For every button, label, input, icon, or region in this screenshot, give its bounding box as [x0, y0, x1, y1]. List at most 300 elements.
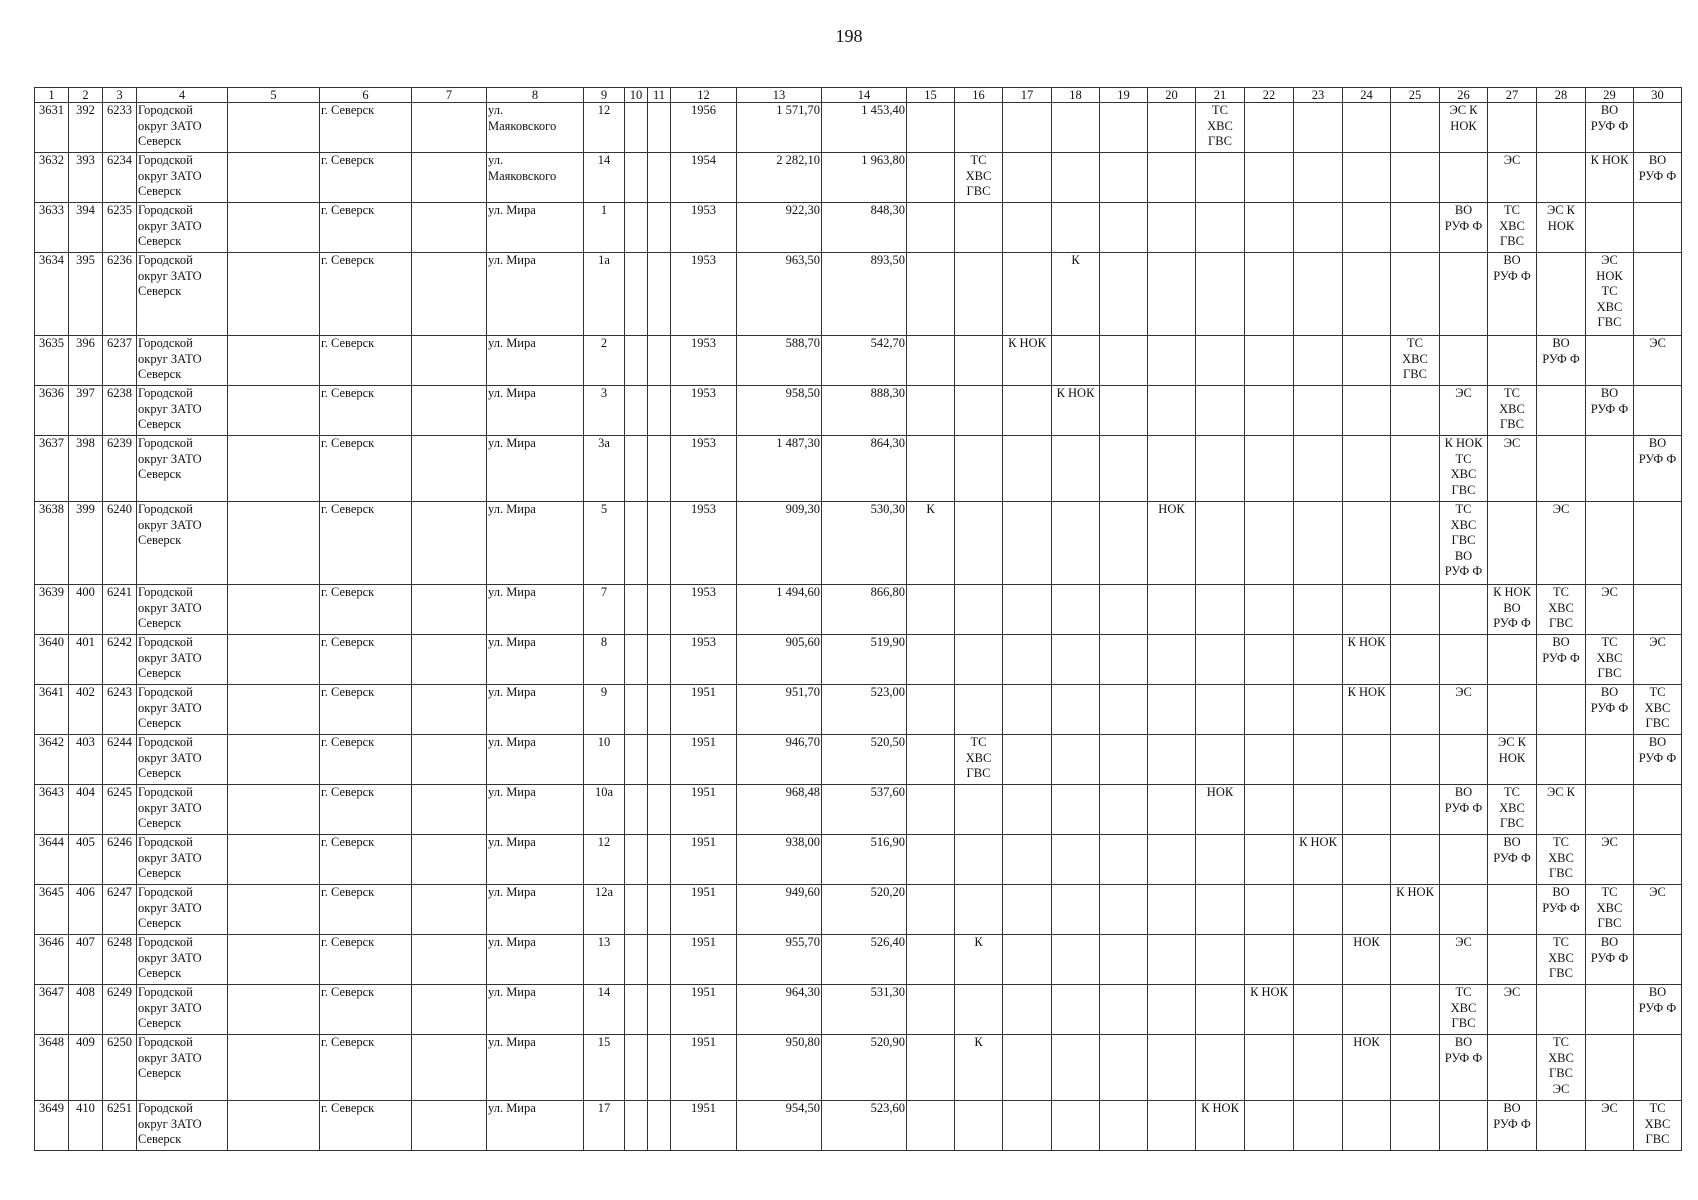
table-cell: К НОК ВО РУФ Ф [1488, 585, 1537, 635]
table-cell [648, 502, 671, 585]
table-cell: г. Северск [320, 635, 412, 685]
table-cell: 15 [584, 1035, 625, 1101]
table-cell: 922,30 [737, 203, 822, 253]
table-cell [228, 386, 320, 436]
table-cell: 6233 [103, 103, 137, 153]
table-cell: Городской округ ЗАТО Северск [137, 1101, 228, 1151]
table-cell: 12 [584, 835, 625, 885]
table-cell [1196, 735, 1245, 785]
table-cell: 409 [69, 1035, 103, 1101]
table-cell [1294, 885, 1343, 935]
table-cell: 7 [584, 585, 625, 635]
table-cell: ТС ХВС ГВС [1586, 885, 1634, 935]
table-cell: 3а [584, 436, 625, 502]
table-cell [1245, 685, 1294, 735]
table-cell [1245, 585, 1294, 635]
table-cell [1343, 336, 1391, 386]
table-cell: г. Северск [320, 935, 412, 985]
table-cell [1391, 635, 1440, 685]
table-cell: 3638 [35, 502, 69, 585]
table-cell: 946,70 [737, 735, 822, 785]
table-cell: г. Северск [320, 1035, 412, 1101]
table-cell [412, 635, 487, 685]
table-cell: 392 [69, 103, 103, 153]
table-cell: 3648 [35, 1035, 69, 1101]
table-cell: 888,30 [822, 386, 907, 436]
table-cell [1294, 935, 1343, 985]
table-cell [412, 336, 487, 386]
table-cell [955, 835, 1003, 885]
table-cell [1196, 685, 1245, 735]
table-cell [412, 203, 487, 253]
table-cell [955, 985, 1003, 1035]
column-header-27: 27 [1488, 88, 1537, 103]
table-cell [1586, 735, 1634, 785]
table-cell [955, 585, 1003, 635]
table-row [35, 103, 1682, 153]
table-cell: 6235 [103, 203, 137, 253]
table-cell: ТС ХВС ГВС [1537, 935, 1586, 985]
table-cell [907, 386, 955, 436]
table-cell [1391, 685, 1440, 735]
table-cell: Городской округ ЗАТО Северск [137, 585, 228, 635]
table-cell: 3635 [35, 336, 69, 386]
table-cell [1391, 502, 1440, 585]
table-cell [955, 436, 1003, 502]
table-cell [907, 835, 955, 885]
table-cell: ВО РУФ Ф [1634, 436, 1682, 502]
page-number: 198 [835, 26, 863, 46]
table-cell [1440, 735, 1488, 785]
table-cell [648, 253, 671, 336]
table-cell [1052, 585, 1100, 635]
table-cell [1343, 585, 1391, 635]
table-cell [1100, 935, 1148, 985]
table-cell [1052, 1035, 1100, 1101]
table-cell: ул. Мира [487, 735, 584, 785]
table-cell: г. Северск [320, 103, 412, 153]
table-cell: ЭС К НОК [1488, 735, 1537, 785]
table-cell [1100, 1035, 1148, 1101]
table-cell [1343, 253, 1391, 336]
table-cell: ул. Мира [487, 635, 584, 685]
table-cell [1100, 735, 1148, 785]
table-cell: ВО РУФ Ф [1586, 685, 1634, 735]
table-cell: 1 453,40 [822, 103, 907, 153]
table-cell [625, 835, 648, 885]
table-cell [1586, 203, 1634, 253]
table-cell [625, 785, 648, 835]
table-cell [1294, 735, 1343, 785]
table-cell [907, 1035, 955, 1101]
table-body [35, 103, 1682, 1151]
table-cell [228, 1101, 320, 1151]
table-cell: 3634 [35, 253, 69, 336]
table-cell: ул. Мира [487, 203, 584, 253]
table-cell [1245, 935, 1294, 985]
table-cell [1586, 1035, 1634, 1101]
table-cell: 13 [584, 935, 625, 985]
table-cell: ул. Мира [487, 502, 584, 585]
table-cell: 6249 [103, 985, 137, 1035]
table-cell [1440, 336, 1488, 386]
table-cell [412, 735, 487, 785]
table-row [35, 885, 1682, 935]
table-cell: Городской округ ЗАТО Северск [137, 735, 228, 785]
table-cell [1052, 985, 1100, 1035]
table-cell [1634, 935, 1682, 985]
table-cell: Городской округ ЗАТО Северск [137, 835, 228, 885]
table-cell: 404 [69, 785, 103, 835]
table-cell [1003, 502, 1052, 585]
table-cell: Городской округ ЗАТО Северск [137, 153, 228, 203]
table-cell [1003, 1035, 1052, 1101]
table-cell: 1 571,70 [737, 103, 822, 153]
table-cell: ЭС [1586, 835, 1634, 885]
table-cell: 2 282,10 [737, 153, 822, 203]
table-cell [1440, 635, 1488, 685]
table-cell [1537, 735, 1586, 785]
table-cell [1100, 585, 1148, 635]
table-cell: ТС ХВС ГВС ВО РУФ Ф [1440, 502, 1488, 585]
table-cell: Городской округ ЗАТО Северск [137, 436, 228, 502]
table-cell: 950,80 [737, 1035, 822, 1101]
table-cell: ТС ХВС ГВС [1488, 785, 1537, 835]
column-header-2: 2 [69, 88, 103, 103]
table-cell [648, 203, 671, 253]
table-cell: 3645 [35, 885, 69, 935]
table-cell [228, 935, 320, 985]
table-cell: 531,30 [822, 985, 907, 1035]
table-cell: 1951 [671, 985, 737, 1035]
column-header-20: 20 [1148, 88, 1196, 103]
table-row [35, 985, 1682, 1035]
table-cell: 405 [69, 835, 103, 885]
table-cell: 14 [584, 985, 625, 1035]
table-cell [907, 203, 955, 253]
table-cell [1245, 336, 1294, 386]
table-cell: 1951 [671, 935, 737, 985]
column-header-26: 26 [1440, 88, 1488, 103]
table-cell: 2 [584, 336, 625, 386]
table-row [35, 203, 1682, 253]
table-cell [1294, 103, 1343, 153]
table-cell [1003, 103, 1052, 153]
table-cell [412, 386, 487, 436]
table-cell [412, 885, 487, 935]
table-cell [625, 253, 648, 336]
table-cell: 8 [584, 635, 625, 685]
table-cell [1634, 785, 1682, 835]
table-cell: НОК [1343, 1035, 1391, 1101]
table-cell [1052, 502, 1100, 585]
table-cell [1245, 835, 1294, 885]
table-cell [1391, 935, 1440, 985]
table-cell: 542,70 [822, 336, 907, 386]
table-cell [1196, 153, 1245, 203]
table-cell [412, 785, 487, 835]
table-cell [1391, 203, 1440, 253]
table-cell: 12 [584, 103, 625, 153]
table-cell [1052, 436, 1100, 502]
table-cell [1196, 436, 1245, 502]
table-cell: 520,20 [822, 885, 907, 935]
table-cell [955, 203, 1003, 253]
table-cell [1343, 436, 1391, 502]
table-cell [907, 885, 955, 935]
table-cell [1100, 885, 1148, 935]
table-cell: 396 [69, 336, 103, 386]
table-cell: 1951 [671, 835, 737, 885]
table-cell: К НОК [1343, 635, 1391, 685]
table-cell [907, 935, 955, 985]
table-cell: 3649 [35, 1101, 69, 1151]
table-cell: 6248 [103, 935, 137, 985]
table-cell: Городской округ ЗАТО Северск [137, 253, 228, 336]
table-cell [1586, 502, 1634, 585]
table-cell: 1951 [671, 735, 737, 785]
table-cell: 1956 [671, 103, 737, 153]
table-cell: 3646 [35, 935, 69, 985]
table-cell [907, 585, 955, 635]
table-row [35, 635, 1682, 685]
table-cell [1148, 436, 1196, 502]
table-cell: 6240 [103, 502, 137, 585]
table-cell [1148, 935, 1196, 985]
table-cell: ул. Мира [487, 935, 584, 985]
table-cell [648, 103, 671, 153]
table-cell [1196, 885, 1245, 935]
table-cell: ул. Мира [487, 985, 584, 1035]
table-cell [1537, 153, 1586, 203]
table-cell [1148, 336, 1196, 386]
table-cell [1148, 203, 1196, 253]
table-cell: ВО РУФ Ф [1634, 735, 1682, 785]
table-cell [228, 502, 320, 585]
table-cell: Городской округ ЗАТО Северск [137, 203, 228, 253]
table-row [35, 935, 1682, 985]
table-cell [1488, 885, 1537, 935]
table-cell: ВО РУФ Ф [1488, 253, 1537, 336]
table-cell: Городской округ ЗАТО Северск [137, 336, 228, 386]
table-cell [1488, 336, 1537, 386]
table-cell [1003, 735, 1052, 785]
table-cell: Городской округ ЗАТО Северск [137, 785, 228, 835]
header-row [35, 88, 1682, 103]
table-cell: ВО РУФ Ф [1586, 386, 1634, 436]
table-cell: ул. Мира [487, 835, 584, 885]
table-cell [1586, 785, 1634, 835]
table-cell [1245, 1035, 1294, 1101]
table-cell: К НОК [1343, 685, 1391, 735]
table-cell: ЭС [1634, 336, 1682, 386]
table-cell: 407 [69, 935, 103, 985]
table-cell [1391, 735, 1440, 785]
table-cell [1343, 502, 1391, 585]
table-cell: К НОК ТС ХВС ГВС [1440, 436, 1488, 502]
table-cell [1440, 1101, 1488, 1151]
table-cell [648, 885, 671, 935]
table-cell [1537, 103, 1586, 153]
table-cell: 1953 [671, 502, 737, 585]
table-cell [1488, 935, 1537, 985]
table-cell [1245, 203, 1294, 253]
table-cell [1100, 203, 1148, 253]
table-cell: 1953 [671, 253, 737, 336]
table-cell [1294, 336, 1343, 386]
table-cell: ТС ХВС ГВС [1537, 585, 1586, 635]
table-cell [1148, 585, 1196, 635]
table-cell: ул. Мира [487, 386, 584, 436]
table-cell: 3644 [35, 835, 69, 885]
table-cell: 3 [584, 386, 625, 436]
table-cell [1537, 253, 1586, 336]
table-cell: Городской округ ЗАТО Северск [137, 885, 228, 935]
table-cell: ЭС [1488, 985, 1537, 1035]
table-cell [412, 436, 487, 502]
register-table [34, 87, 1682, 1151]
column-header-17: 17 [1003, 88, 1052, 103]
table-cell: 402 [69, 685, 103, 735]
table-cell [1294, 985, 1343, 1035]
table-cell [648, 685, 671, 735]
table-cell: К НОК [1196, 1101, 1245, 1151]
column-header-22: 22 [1245, 88, 1294, 103]
table-cell: ТС ХВС ГВС [1634, 685, 1682, 735]
table-cell [648, 153, 671, 203]
table-cell [1148, 1035, 1196, 1101]
table-cell [1052, 885, 1100, 935]
table-cell [1343, 835, 1391, 885]
table-cell [955, 785, 1003, 835]
table-cell: Городской округ ЗАТО Северск [137, 1035, 228, 1101]
table-cell [1294, 502, 1343, 585]
table-cell: ВО РУФ Ф [1488, 1101, 1537, 1151]
table-cell [1391, 835, 1440, 885]
table-cell [1537, 386, 1586, 436]
table-cell: 1953 [671, 203, 737, 253]
table-cell [1003, 835, 1052, 885]
table-cell: 6236 [103, 253, 137, 336]
table-cell [1488, 103, 1537, 153]
table-cell: Городской округ ЗАТО Северск [137, 386, 228, 436]
table-cell [648, 985, 671, 1035]
table-cell [412, 153, 487, 203]
table-cell [1294, 685, 1343, 735]
table-cell [907, 253, 955, 336]
table-cell [1391, 985, 1440, 1035]
table-cell: г. Северск [320, 153, 412, 203]
table-cell: Городской округ ЗАТО Северск [137, 635, 228, 685]
table-cell: ТС ХВС ГВС [1586, 635, 1634, 685]
table-cell: г. Северск [320, 502, 412, 585]
table-cell [1052, 635, 1100, 685]
table-cell: 588,70 [737, 336, 822, 386]
table-cell: г. Северск [320, 585, 412, 635]
table-cell [955, 336, 1003, 386]
table-cell [648, 635, 671, 685]
table-cell [1196, 835, 1245, 885]
table-cell: 3631 [35, 103, 69, 153]
table-cell [1488, 635, 1537, 685]
table-cell: К НОК [1245, 985, 1294, 1035]
table-cell: Городской округ ЗАТО Северск [137, 985, 228, 1035]
table-cell [1440, 153, 1488, 203]
table-cell [1634, 835, 1682, 885]
table-cell: 6245 [103, 785, 137, 835]
table-cell: ЭС НОК ТС ХВС ГВС [1586, 253, 1634, 336]
table-cell [625, 935, 648, 985]
table-cell: 410 [69, 1101, 103, 1151]
table-cell [228, 685, 320, 735]
table-cell: 401 [69, 635, 103, 685]
table-cell [1586, 985, 1634, 1035]
table-cell [1245, 1101, 1294, 1151]
table-cell: 3632 [35, 153, 69, 203]
table-cell [1196, 253, 1245, 336]
table-cell [907, 635, 955, 685]
column-header-18: 18 [1052, 88, 1100, 103]
table-cell [1294, 253, 1343, 336]
table-cell: ул. Мира [487, 436, 584, 502]
column-header-3: 3 [103, 88, 137, 103]
table-cell [1100, 336, 1148, 386]
table-cell: 14 [584, 153, 625, 203]
table-cell [1052, 785, 1100, 835]
table-cell [228, 103, 320, 153]
table-cell [1294, 1035, 1343, 1101]
table-cell: 6234 [103, 153, 137, 203]
table-cell: ТС ХВС ГВС [955, 153, 1003, 203]
table-cell [1100, 685, 1148, 735]
table-cell: ул. Мира [487, 585, 584, 635]
table-cell: г. Северск [320, 203, 412, 253]
table-cell: г. Северск [320, 386, 412, 436]
table-cell: НОК [1148, 502, 1196, 585]
table-cell [1634, 253, 1682, 336]
table-cell: 1 [584, 203, 625, 253]
table-cell: 1951 [671, 785, 737, 835]
table-cell: НОК [1196, 785, 1245, 835]
table-cell: К НОК [1391, 885, 1440, 935]
table-cell: ул. Мира [487, 336, 584, 386]
table-cell: ул. Мира [487, 253, 584, 336]
table-cell: г. Северск [320, 735, 412, 785]
table-cell [1003, 935, 1052, 985]
table-cell: 526,40 [822, 935, 907, 985]
table-cell [1245, 502, 1294, 585]
table-cell: 6237 [103, 336, 137, 386]
table-cell [1537, 1101, 1586, 1151]
table-cell [1052, 103, 1100, 153]
table-cell: ВО РУФ Ф [1537, 336, 1586, 386]
column-header-21: 21 [1196, 88, 1245, 103]
table-row [35, 153, 1682, 203]
table-cell [1003, 985, 1052, 1035]
table-cell [412, 1035, 487, 1101]
table-cell [907, 985, 955, 1035]
table-cell [1003, 685, 1052, 735]
table-cell: ЭС К НОК [1537, 203, 1586, 253]
table-cell [1148, 1101, 1196, 1151]
table-cell: ТС ХВС ГВС [1488, 203, 1537, 253]
table-cell: ул. Мира [487, 885, 584, 935]
table-cell: 6244 [103, 735, 137, 785]
table-cell: 400 [69, 585, 103, 635]
table-cell: ЭС [1586, 1101, 1634, 1151]
table-cell: К [955, 1035, 1003, 1101]
table-cell: 951,70 [737, 685, 822, 735]
